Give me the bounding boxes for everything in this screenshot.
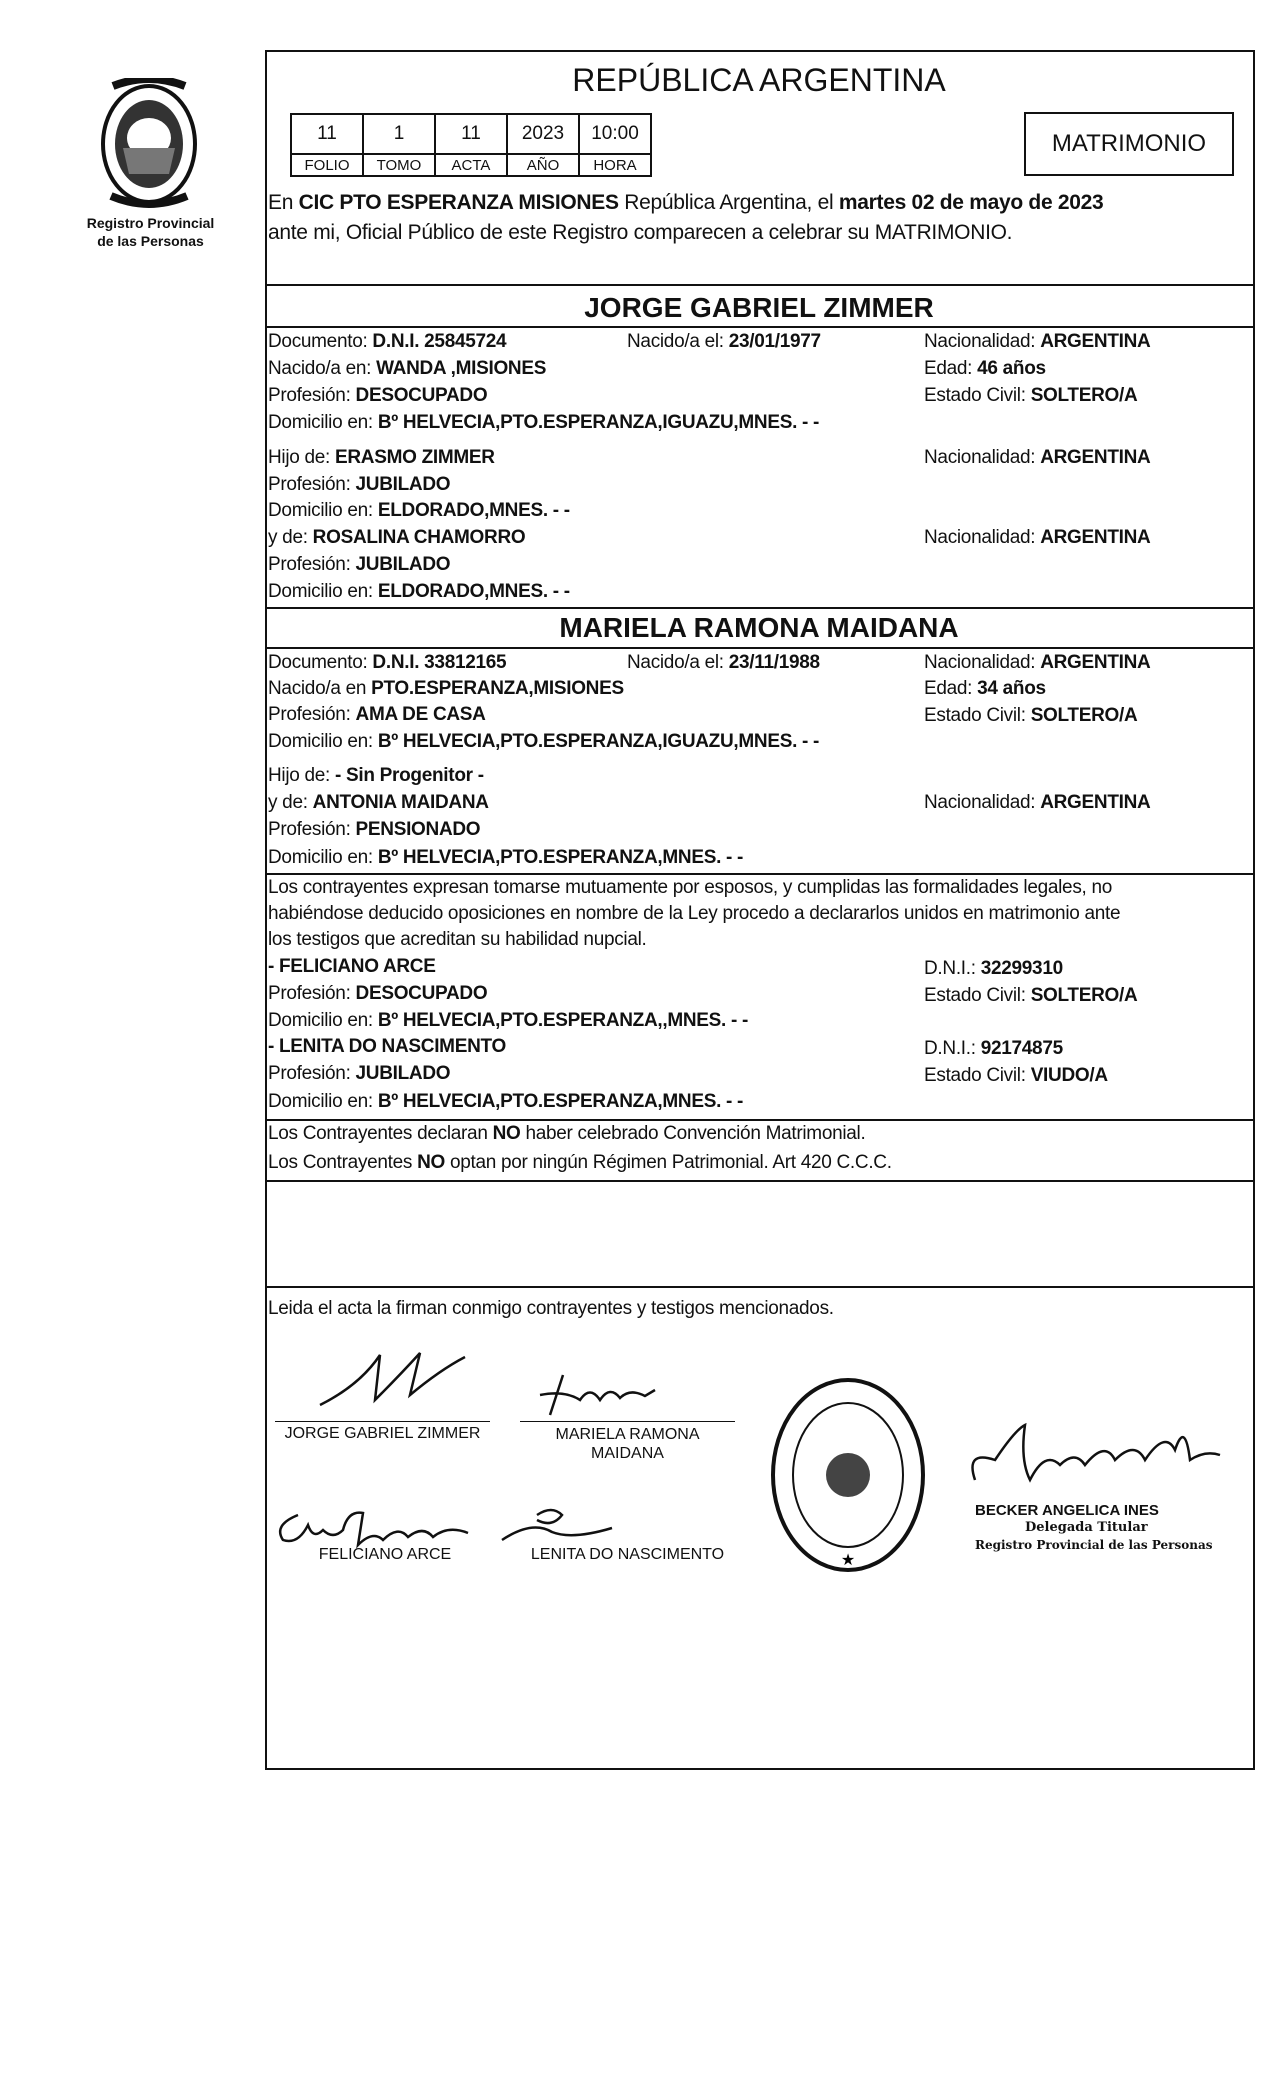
spouse2-estado-civil: Estado Civil: SOLTERO/A (924, 705, 1138, 726)
folio-label: FOLIO (291, 154, 363, 176)
witness1-profesion: Profesión: DESOCUPADO (268, 983, 488, 1004)
spouse1-nacionalidad: Nacionalidad: ARGENTINA (924, 331, 1151, 352)
declaration-line: los testigos que acreditan su habilidad nupcial. (268, 929, 647, 950)
official-stamp (768, 1375, 928, 1575)
act-reference-table (290, 113, 652, 177)
spouse2-father: Hijo de: - Sin Progenitor - (268, 765, 484, 786)
spouse2-nacido-en: Nacido/a en PTO.ESPERANZA,MISIONES (268, 678, 624, 699)
official-org: Registro Provincial de las Personas (975, 1538, 1213, 1552)
spouse1-documento: Documento: D.N.I. 25845724 (268, 331, 507, 352)
declaration-line: habiéndose deducido oposiciones en nombre de la Ley procedo a declararlos unidos en matrimonio ante (268, 903, 1121, 924)
divider (265, 873, 1253, 875)
caption-line: Registro Provincial (86, 215, 215, 231)
witness1-name: - FELICIANO ARCE (268, 956, 436, 977)
divider (265, 326, 1253, 328)
witness2-dni: D.N.I.: 92174875 (924, 1038, 1063, 1059)
declaration-line: Los contrayentes expresan tomarse mutuamente por esposos, y cumplidas las formalidades legales, no (268, 877, 1113, 898)
registry-caption (78, 214, 223, 250)
acta-label: ACTA (435, 154, 507, 176)
spouse1-father: Hijo de: ERASMO ZIMMER (268, 447, 495, 468)
spouse2-domicilio: Domicilio en: Bº HELVECIA,PTO.ESPERANZA,IGUAZU,MNES. - - (268, 731, 820, 752)
witness2-name: - LENITA DO NASCIMENTO (268, 1036, 506, 1057)
spouse1-estado-civil: Estado Civil: SOLTERO/A (924, 385, 1138, 406)
caption-line: de las Personas (97, 233, 204, 249)
folio-value: 11 (291, 114, 363, 154)
witness1-estado-civil: Estado Civil: SOLTERO/A (924, 985, 1138, 1006)
spouse2-name: MARIELA RAMONA MAIDANA (559, 612, 959, 643)
signature-maidana (535, 1370, 665, 1420)
divider (265, 1286, 1253, 1288)
official-name: BECKER ANGELICA INES (975, 1502, 1159, 1519)
signature-label-zimmer: JORGE GABRIEL ZIMMER (284, 1425, 481, 1442)
divider (265, 284, 1253, 286)
official-role: Delegada Titular (1025, 1520, 1148, 1535)
ano-value: 2023 (507, 114, 579, 154)
spouse2-nacido-el: Nacido/a el: 23/11/1988 (627, 652, 820, 673)
witness2-profesion: Profesión: JUBILADO (268, 1063, 451, 1084)
spouse1-mother: y de: ROSALINA CHAMORRO (268, 527, 526, 548)
hora-value: 10:00 (579, 114, 651, 154)
spouse1-name: JORGE GABRIEL ZIMMER (584, 292, 934, 323)
witness2-estado-civil: Estado Civil: VIUDO/A (924, 1065, 1108, 1086)
spouse1-nacido-en: Nacido/a en: WANDA ,MISIONES (268, 358, 547, 379)
spouse2-documento: Documento: D.N.I. 33812165 (268, 652, 507, 673)
spouse1-edad: Edad: 46 años (924, 358, 1046, 379)
divider (265, 607, 1253, 609)
intro-line-1: En CIC PTO ESPERANZA MISIONES República Argentina, el martes 02 de mayo de 2023 (268, 191, 1104, 214)
acta-value: 11 (435, 114, 507, 154)
regime-line-1: Los Contrayentes declaran NO haber celebrado Convención Matrimonial. (268, 1123, 866, 1144)
spouse1-nacido-el: Nacido/a el: 23/01/1977 (627, 331, 821, 352)
spouse1-mother-domicilio: Domicilio en: ELDORADO,MNES. - - (268, 581, 570, 602)
signature-line (520, 1421, 735, 1422)
spouse1-father-profesion: Profesión: JUBILADO (268, 474, 451, 495)
spouse2-mother: y de: ANTONIA MAIDANA (268, 792, 489, 813)
signature-zimmer (300, 1345, 480, 1410)
spouse2-profesion: Profesión: AMA DE CASA (268, 704, 486, 725)
spouse2-nacionalidad: Nacionalidad: ARGENTINA (924, 652, 1151, 673)
spouse1-father-domicilio: Domicilio en: ELDORADO,MNES. - - (268, 500, 570, 521)
divider (265, 1119, 1253, 1121)
act-type-badge: MATRIMONIO (1024, 112, 1234, 176)
signature-label-maidana: MARIELA RAMONA MAIDANA (555, 1426, 700, 1462)
witness1-dni: D.N.I.: 32299310 (924, 958, 1063, 979)
witness2-domicilio: Domicilio en: Bº HELVECIA,PTO.ESPERANZA,MNES. - - (268, 1091, 744, 1112)
tomo-value: 1 (363, 114, 435, 154)
page-title: REPÚBLICA ARGENTINA (572, 62, 946, 98)
spouse1-domicilio: Domicilio en: Bº HELVECIA,PTO.ESPERANZA,IGUAZU,MNES. - - (268, 412, 820, 433)
spouse1-mother-profesion: Profesión: JUBILADO (268, 554, 451, 575)
signature-official (965, 1420, 1235, 1500)
signature-nascimento (492, 1500, 622, 1550)
spouse2-mother-domicilio: Domicilio en: Bº HELVECIA,PTO.ESPERANZA,MNES. - - (268, 847, 744, 868)
spouse1-mother-nacionalidad: Nacionalidad: ARGENTINA (924, 527, 1151, 548)
spouse2-mother-nacionalidad: Nacionalidad: ARGENTINA (924, 792, 1151, 813)
divider (265, 1180, 1253, 1182)
spouse2-mother-profesion: Profesión: PENSIONADO (268, 819, 481, 840)
svg-text:★: ★ (840, 1552, 856, 1569)
signature-line (275, 1421, 490, 1422)
spouse1-profesion: Profesión: DESOCUPADO (268, 385, 488, 406)
ano-label: AÑO (507, 154, 579, 176)
intro-line-2: ante mi, Oficial Público de este Registro comparecen a celebrar su MATRIMONIO. (268, 221, 1013, 244)
spouse2-edad: Edad: 34 años (924, 678, 1046, 699)
divider (265, 647, 1253, 649)
tomo-label: TOMO (363, 154, 435, 176)
signature-label-arce: FELICIANO ARCE (318, 1546, 452, 1563)
province-seal-logo (93, 78, 205, 213)
seal-icon (93, 78, 205, 213)
regime-line-2: Los Contrayentes NO optan por ningún Régimen Patrimonial. Art 420 C.C.C. (268, 1152, 892, 1173)
signature-label-nascimento: LENITA DO NASCIMENTO (530, 1546, 725, 1563)
witness1-domicilio: Domicilio en: Bº HELVECIA,PTO.ESPERANZA,,MNES. - - (268, 1010, 749, 1031)
closing-statement: Leida el acta la firman conmigo contrayentes y testigos mencionados. (268, 1298, 834, 1319)
stamp-icon (768, 1375, 928, 1575)
hora-label: HORA (579, 154, 651, 176)
spouse1-father-nacionalidad: Nacionalidad: ARGENTINA (924, 447, 1151, 468)
